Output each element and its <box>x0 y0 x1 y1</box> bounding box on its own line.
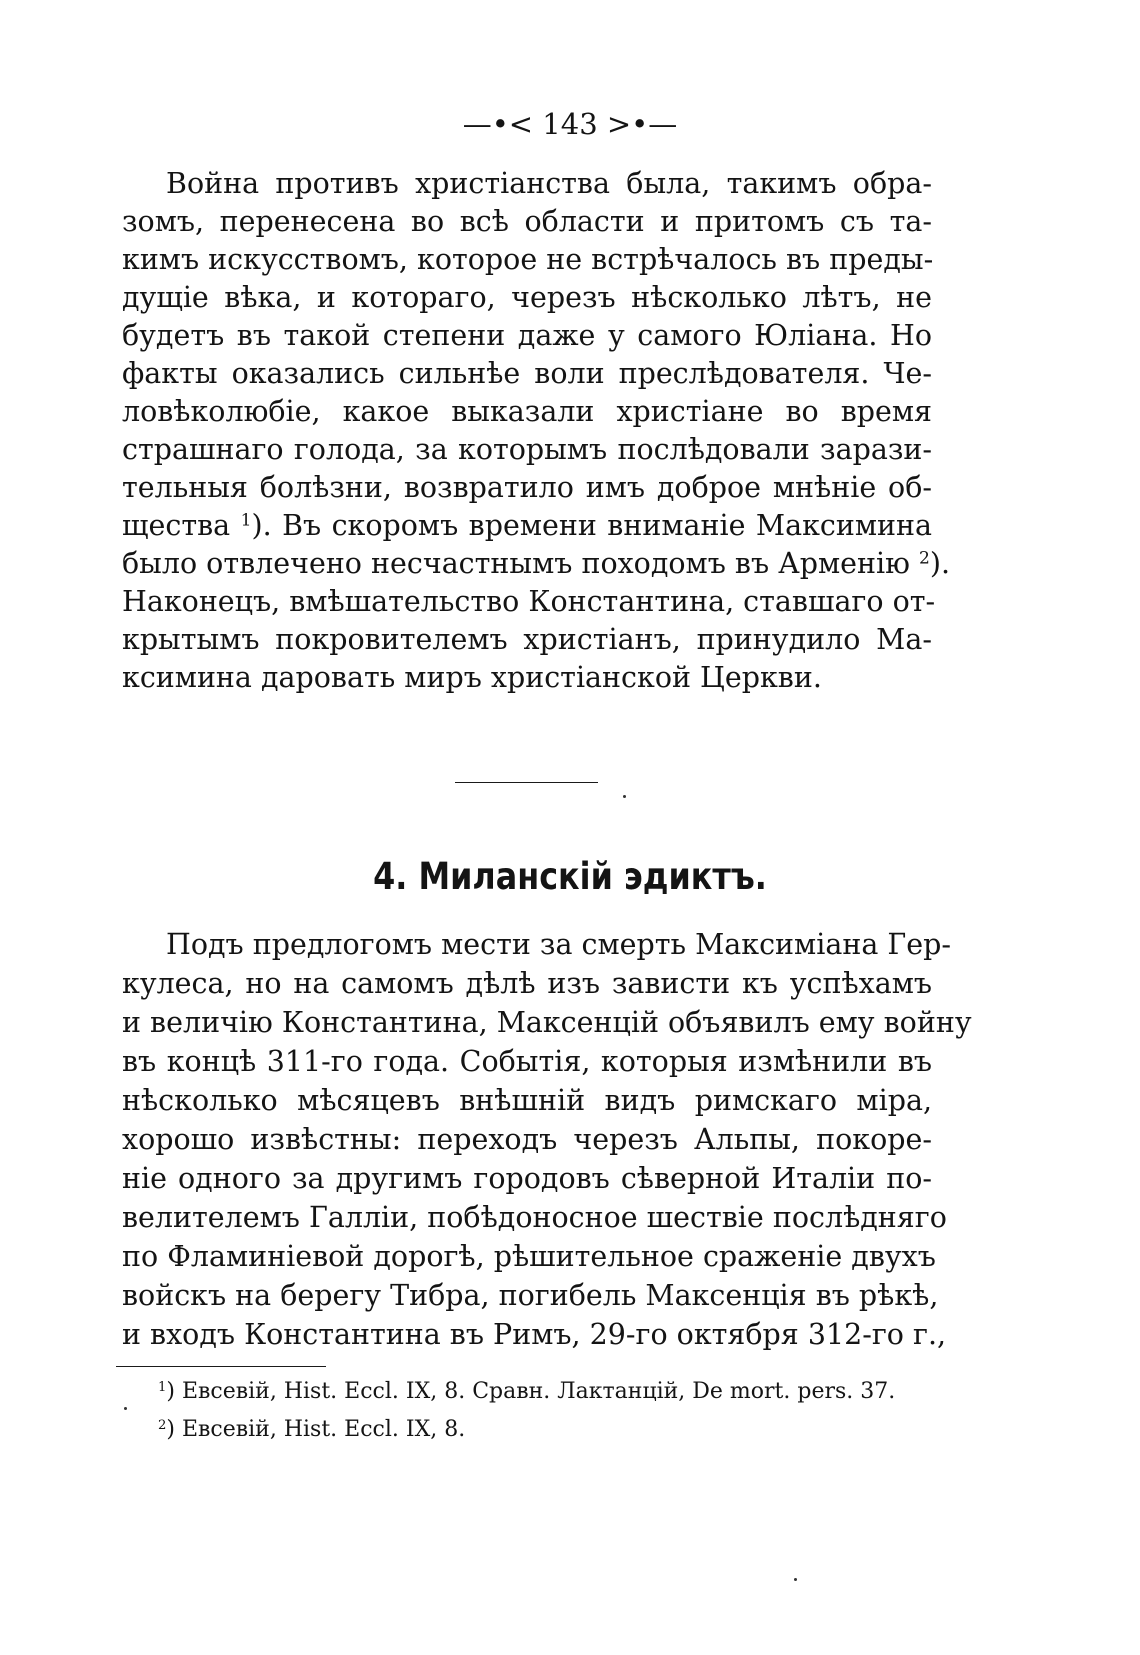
text-fragment: ). <box>929 547 951 580</box>
text-line: по Фламиніевой дорогѣ, рѣшительное сраженіе двухъ <box>122 1240 936 1273</box>
text-line: зомъ, перенесена во всѣ области и притомъ съ та- <box>122 205 932 238</box>
text-line: ловѣколюбіе, какое выказали христіане во время <box>122 395 932 428</box>
footnote-rule <box>116 1366 326 1367</box>
text-fragment: было отвлечено несчастнымъ походомъ въ Арменію <box>122 547 910 580</box>
text-line: Подъ предлогомъ мести за смерть Максиміана Гер- <box>166 928 951 961</box>
footnote-mark: 2 <box>158 1417 167 1433</box>
footnote-text: ) Евсевій, Hist. Eccl. IX, 8. Сравн. Лактанцій, De mort. pers. 37. <box>166 1379 896 1404</box>
text-line: велителемъ Галліи, побѣдоносное шествіе послѣдняго <box>122 1201 947 1234</box>
footnote <box>158 1412 465 1448</box>
text-line: будетъ въ такой степени даже у самого Юліана. Но <box>122 319 932 352</box>
text-fragment: щества <box>122 509 231 542</box>
text-line: кимъ искусствомъ, которое не встрѣчалось въ преды- <box>122 243 934 276</box>
section-divider <box>455 782 598 783</box>
text-line: страшнаго голода, за которымъ послѣдовали зарази- <box>122 433 932 466</box>
text-line: Война противъ христіанства была, такимъ обра- <box>166 167 932 200</box>
text-line: ніе одного за другимъ городовъ сѣверной Италіи по- <box>122 1162 932 1195</box>
scan-speck <box>124 1407 127 1410</box>
text-line: ксимина даровать миръ христіанской Церкви. <box>122 661 822 694</box>
text-line: тельныя болѣзни, возвратило имъ доброе мнѣніе об- <box>122 471 932 504</box>
footnote-ref: 1 <box>240 510 252 531</box>
footnote-mark: 1 <box>158 1379 167 1395</box>
footnote <box>158 1374 895 1410</box>
text-line: и входъ Константина въ Римъ, 29-го октября 312-го г., <box>122 1318 947 1351</box>
text-line: нѣсколько мѣсяцевъ внѣшній видъ римскаго міра, <box>122 1084 932 1117</box>
section-title: 4. Миланскій эдиктъ. <box>373 855 767 898</box>
footnote-ref: 2 <box>919 548 930 569</box>
text-line: кулеса, но на самомъ дѣлѣ изъ зависти къ успѣхамъ <box>122 967 932 1000</box>
text-line: войскъ на берегу Тибра, погибель Максенція въ рѣкѣ, <box>122 1279 939 1312</box>
text-line: дущіе вѣка, и котораго, черезъ нѣсколько лѣтъ, не <box>122 281 932 314</box>
text-line: и величію Константина, Максенцій объявилъ ему войну <box>122 1006 972 1039</box>
page-header: —•< 143 >•— <box>462 107 678 141</box>
text-line: крытымъ покровителемъ христіанъ, принудило Ма- <box>122 623 932 656</box>
scan-speck <box>623 795 626 798</box>
text-line <box>122 544 951 584</box>
text-line <box>122 506 932 546</box>
footnote-text: ) Евсевій, Hist. Eccl. IX, 8. <box>166 1417 466 1442</box>
scan-speck <box>794 1578 797 1581</box>
text-line: Наконецъ, вмѣшательство Константина, ставшаго от- <box>122 585 936 618</box>
text-line: хорошо извѣстны: переходъ черезъ Альпы, покоре- <box>122 1123 932 1156</box>
text-line: въ концѣ 311-го года. Событія, которыя измѣнили въ <box>122 1045 932 1078</box>
text-line: факты оказались сильнѣе воли преслѣдователя. Че- <box>122 357 932 390</box>
text-fragment: ). Въ скоромъ времени вниманіе Максимина <box>251 509 932 542</box>
